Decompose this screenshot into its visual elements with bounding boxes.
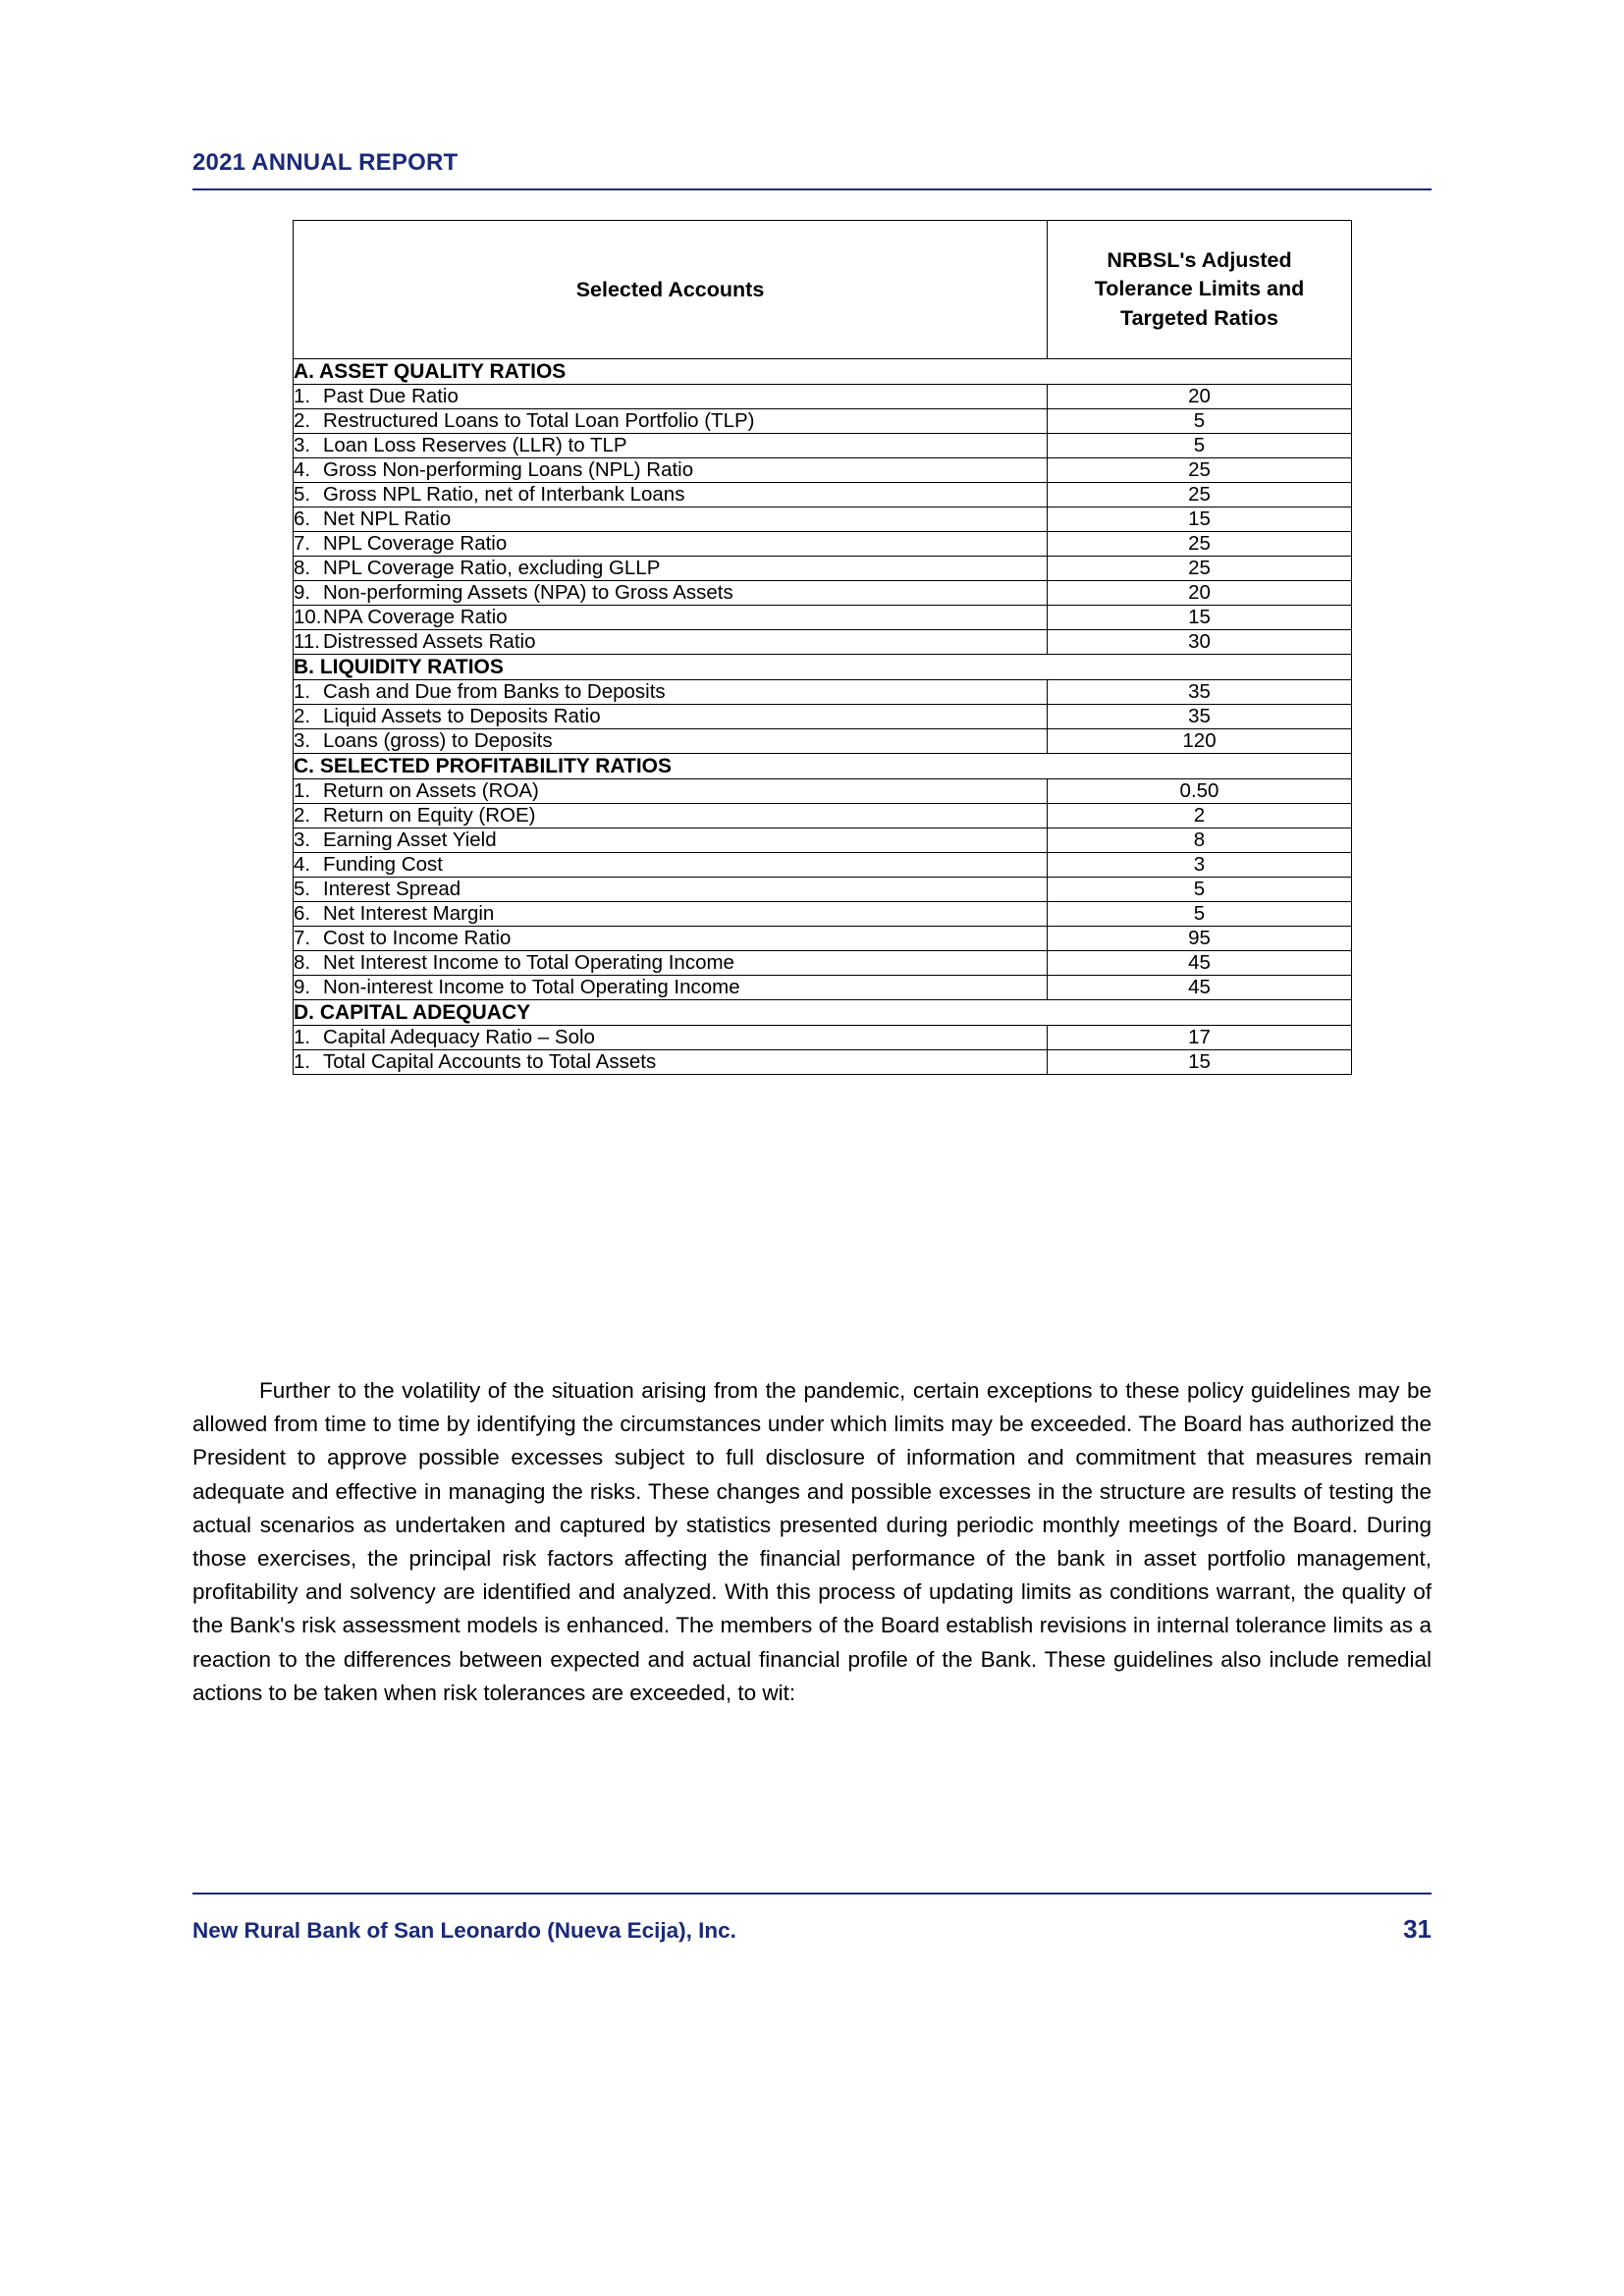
column-header-tolerance-limits: NRBSL's Adjusted Tolerance Limits and Targeted Ratios <box>1048 221 1352 359</box>
table-section-heading: C. SELECTED PROFITABILITY RATIOS <box>294 754 1352 779</box>
row-number: 2. <box>294 409 311 432</box>
column-header-selected-accounts: Selected Accounts <box>294 221 1048 359</box>
row-number: 9. <box>294 581 311 604</box>
table-cell-account <box>294 828 1048 853</box>
row-number: 6. <box>294 902 311 925</box>
row-label: Interest Spread <box>323 878 461 900</box>
page-header <box>192 149 1432 190</box>
row-label: Capital Adequacy Ratio – Solo <box>323 1026 595 1048</box>
table-cell-value: 25 <box>1048 532 1352 557</box>
table-row <box>294 902 1352 927</box>
table-section-row <box>294 754 1352 779</box>
table-row <box>294 507 1352 532</box>
table-cell-value: 5 <box>1048 409 1352 434</box>
row-label: Non-performing Assets (NPA) to Gross Assets <box>323 581 733 604</box>
row-number: 4. <box>294 853 311 876</box>
table-row <box>294 409 1352 434</box>
row-label: Net NPL Ratio <box>323 507 452 530</box>
row-number: 1. <box>294 680 311 703</box>
table-row <box>294 1026 1352 1050</box>
table-cell-value: 95 <box>1048 927 1352 951</box>
table-cell-account <box>294 532 1048 557</box>
table-cell-account <box>294 434 1048 458</box>
table-row <box>294 581 1352 606</box>
row-label: Earning Asset Yield <box>323 828 497 851</box>
table-cell-value: 120 <box>1048 729 1352 754</box>
row-label: Gross Non-performing Loans (NPL) Ratio <box>323 458 694 481</box>
table-cell-account <box>294 902 1048 927</box>
row-label: Funding Cost <box>323 853 443 876</box>
table-cell-account <box>294 1050 1048 1075</box>
table-section-heading: B. LIQUIDITY RATIOS <box>294 655 1352 680</box>
row-label: Distressed Assets Ratio <box>323 630 536 653</box>
row-label: Net Interest Income to Total Operating Income <box>323 951 734 974</box>
row-number: 9. <box>294 976 311 998</box>
header-title: 2021 ANNUAL REPORT <box>192 149 459 176</box>
table-cell-account <box>294 927 1048 951</box>
row-number: 10. <box>294 606 322 628</box>
table-row <box>294 385 1352 409</box>
table-cell-value: 17 <box>1048 1026 1352 1050</box>
table-row <box>294 557 1352 581</box>
table-row <box>294 779 1352 804</box>
table-cell-account <box>294 705 1048 729</box>
row-number: 8. <box>294 557 311 579</box>
table-row <box>294 630 1352 655</box>
table-cell-value: 20 <box>1048 385 1352 409</box>
row-number: 1. <box>294 779 311 802</box>
row-label: Return on Equity (ROE) <box>323 804 536 827</box>
table-row <box>294 804 1352 828</box>
table-cell-value: 8 <box>1048 828 1352 853</box>
table-cell-account <box>294 804 1048 828</box>
table-cell-account <box>294 951 1048 976</box>
row-number: 1. <box>294 1026 311 1048</box>
table-cell-value: 15 <box>1048 606 1352 630</box>
row-label: NPA Coverage Ratio <box>323 606 508 628</box>
row-number: 3. <box>294 729 311 752</box>
row-number: 8. <box>294 951 311 974</box>
body-paragraph: Further to the volatility of the situation arising from the pandemic, certain exceptions to these policy guidelines may be allowed from time to time by identifying the circumstances under which limits may be exceeded. The Board has authorized the President to approve possible excesses subject to full disclosure of information and commitment that measures remain adequate and effective in managing the risks. These changes and possible excesses in the structure are results of testing the actual scenarios as undertaken and captured by statistics presented during periodic monthly meetings of the Board. During those exercises, the principal risk factors affecting the financial performance of the bank in asset portfolio management, profitability and solvency are identified and analyzed. With this process of updating limits as conditions warrant, the quality of the Bank's risk assessment models is enhanced. The members of the Board establish revisions in internal tolerance limits as a reaction to the differences between expected and actual financial profile of the Bank. These guidelines also include remedial actions to be taken when risk tolerances are exceeded, to wit: <box>192 1378 1432 1705</box>
table-row <box>294 729 1352 754</box>
table-section-row <box>294 359 1352 385</box>
row-number: 4. <box>294 458 311 481</box>
table-cell-value: 15 <box>1048 507 1352 532</box>
row-label: Return on Assets (ROA) <box>323 779 539 802</box>
table-row <box>294 434 1352 458</box>
table-cell-account <box>294 557 1048 581</box>
row-label: Net Interest Margin <box>323 902 495 925</box>
table-cell-value: 5 <box>1048 434 1352 458</box>
table-cell-account <box>294 976 1048 1000</box>
table-cell-account <box>294 606 1048 630</box>
table-row <box>294 483 1352 507</box>
row-label: Gross NPL Ratio, net of Interbank Loans <box>323 483 685 506</box>
table-cell-account <box>294 729 1048 754</box>
table-cell-value: 20 <box>1048 581 1352 606</box>
table-section-row <box>294 1000 1352 1026</box>
table-row <box>294 853 1352 878</box>
table-cell-account <box>294 853 1048 878</box>
table-cell-account <box>294 878 1048 902</box>
table-row <box>294 532 1352 557</box>
ratios-table-container <box>293 220 1351 1075</box>
table-cell-value: 25 <box>1048 483 1352 507</box>
ratios-table <box>293 220 1352 1075</box>
table-section-heading: D. CAPITAL ADEQUACY <box>294 1000 1352 1026</box>
row-label: Loan Loss Reserves (LLR) to TLP <box>323 434 627 456</box>
row-number: 2. <box>294 804 311 827</box>
table-cell-value: 3 <box>1048 853 1352 878</box>
table-cell-account <box>294 680 1048 705</box>
table-row <box>294 828 1352 853</box>
row-number: 7. <box>294 532 311 555</box>
table-cell-value: 45 <box>1048 976 1352 1000</box>
table-cell-value: 0.50 <box>1048 779 1352 804</box>
footer-organization: New Rural Bank of San Leonardo (Nueva Ecija), Inc. <box>192 1918 736 1943</box>
row-label: Non-interest Income to Total Operating Income <box>323 976 740 998</box>
row-number: 2. <box>294 705 311 727</box>
table-cell-value: 5 <box>1048 902 1352 927</box>
row-number: 3. <box>294 828 311 851</box>
table-cell-value: 35 <box>1048 705 1352 729</box>
row-label: Total Capital Accounts to Total Assets <box>323 1050 657 1073</box>
table-cell-account <box>294 385 1048 409</box>
table-cell-account <box>294 630 1048 655</box>
table-cell-value: 45 <box>1048 951 1352 976</box>
footer-divider <box>192 1893 1432 1895</box>
table-header-row <box>294 221 1352 359</box>
table-row <box>294 705 1352 729</box>
table-cell-value: 15 <box>1048 1050 1352 1075</box>
table-cell-account <box>294 458 1048 483</box>
row-label: Liquid Assets to Deposits Ratio <box>323 705 601 727</box>
row-number: 1. <box>294 1050 311 1073</box>
row-number: 3. <box>294 434 311 456</box>
row-label: NPL Coverage Ratio <box>323 532 508 555</box>
table-row <box>294 1050 1352 1075</box>
table-row <box>294 680 1352 705</box>
table-section-row <box>294 655 1352 680</box>
row-label: NPL Coverage Ratio, excluding GLLP <box>323 557 661 579</box>
row-number: 11. <box>294 630 320 653</box>
table-row <box>294 878 1352 902</box>
row-label: Loans (gross) to Deposits <box>323 729 553 752</box>
table-cell-value: 25 <box>1048 557 1352 581</box>
table-row <box>294 951 1352 976</box>
table-cell-account <box>294 483 1048 507</box>
table-cell-value: 25 <box>1048 458 1352 483</box>
body-text-block <box>192 1374 1432 1710</box>
table-row <box>294 606 1352 630</box>
table-cell-value: 30 <box>1048 630 1352 655</box>
row-label: Cash and Due from Banks to Deposits <box>323 680 666 703</box>
table-row <box>294 976 1352 1000</box>
row-number: 7. <box>294 927 311 949</box>
header-divider <box>192 188 1432 190</box>
table-row <box>294 927 1352 951</box>
row-number: 6. <box>294 507 311 530</box>
table-row <box>294 458 1352 483</box>
table-cell-value: 5 <box>1048 878 1352 902</box>
footer-page-number: 31 <box>1403 1914 1432 1944</box>
table-section-heading: A. ASSET QUALITY RATIOS <box>294 359 1352 385</box>
table-cell-value: 2 <box>1048 804 1352 828</box>
row-label: Restructured Loans to Total Loan Portfolio (TLP) <box>323 409 755 432</box>
row-label: Cost to Income Ratio <box>323 927 512 949</box>
row-number: 5. <box>294 878 311 900</box>
table-cell-account <box>294 409 1048 434</box>
row-number: 1. <box>294 385 311 407</box>
row-label: Past Due Ratio <box>323 385 459 407</box>
table-cell-account <box>294 507 1048 532</box>
table-cell-account <box>294 581 1048 606</box>
page-footer <box>192 1914 1432 1945</box>
row-number: 5. <box>294 483 311 506</box>
table-cell-account <box>294 779 1048 804</box>
table-cell-value: 35 <box>1048 680 1352 705</box>
table-cell-account <box>294 1026 1048 1050</box>
